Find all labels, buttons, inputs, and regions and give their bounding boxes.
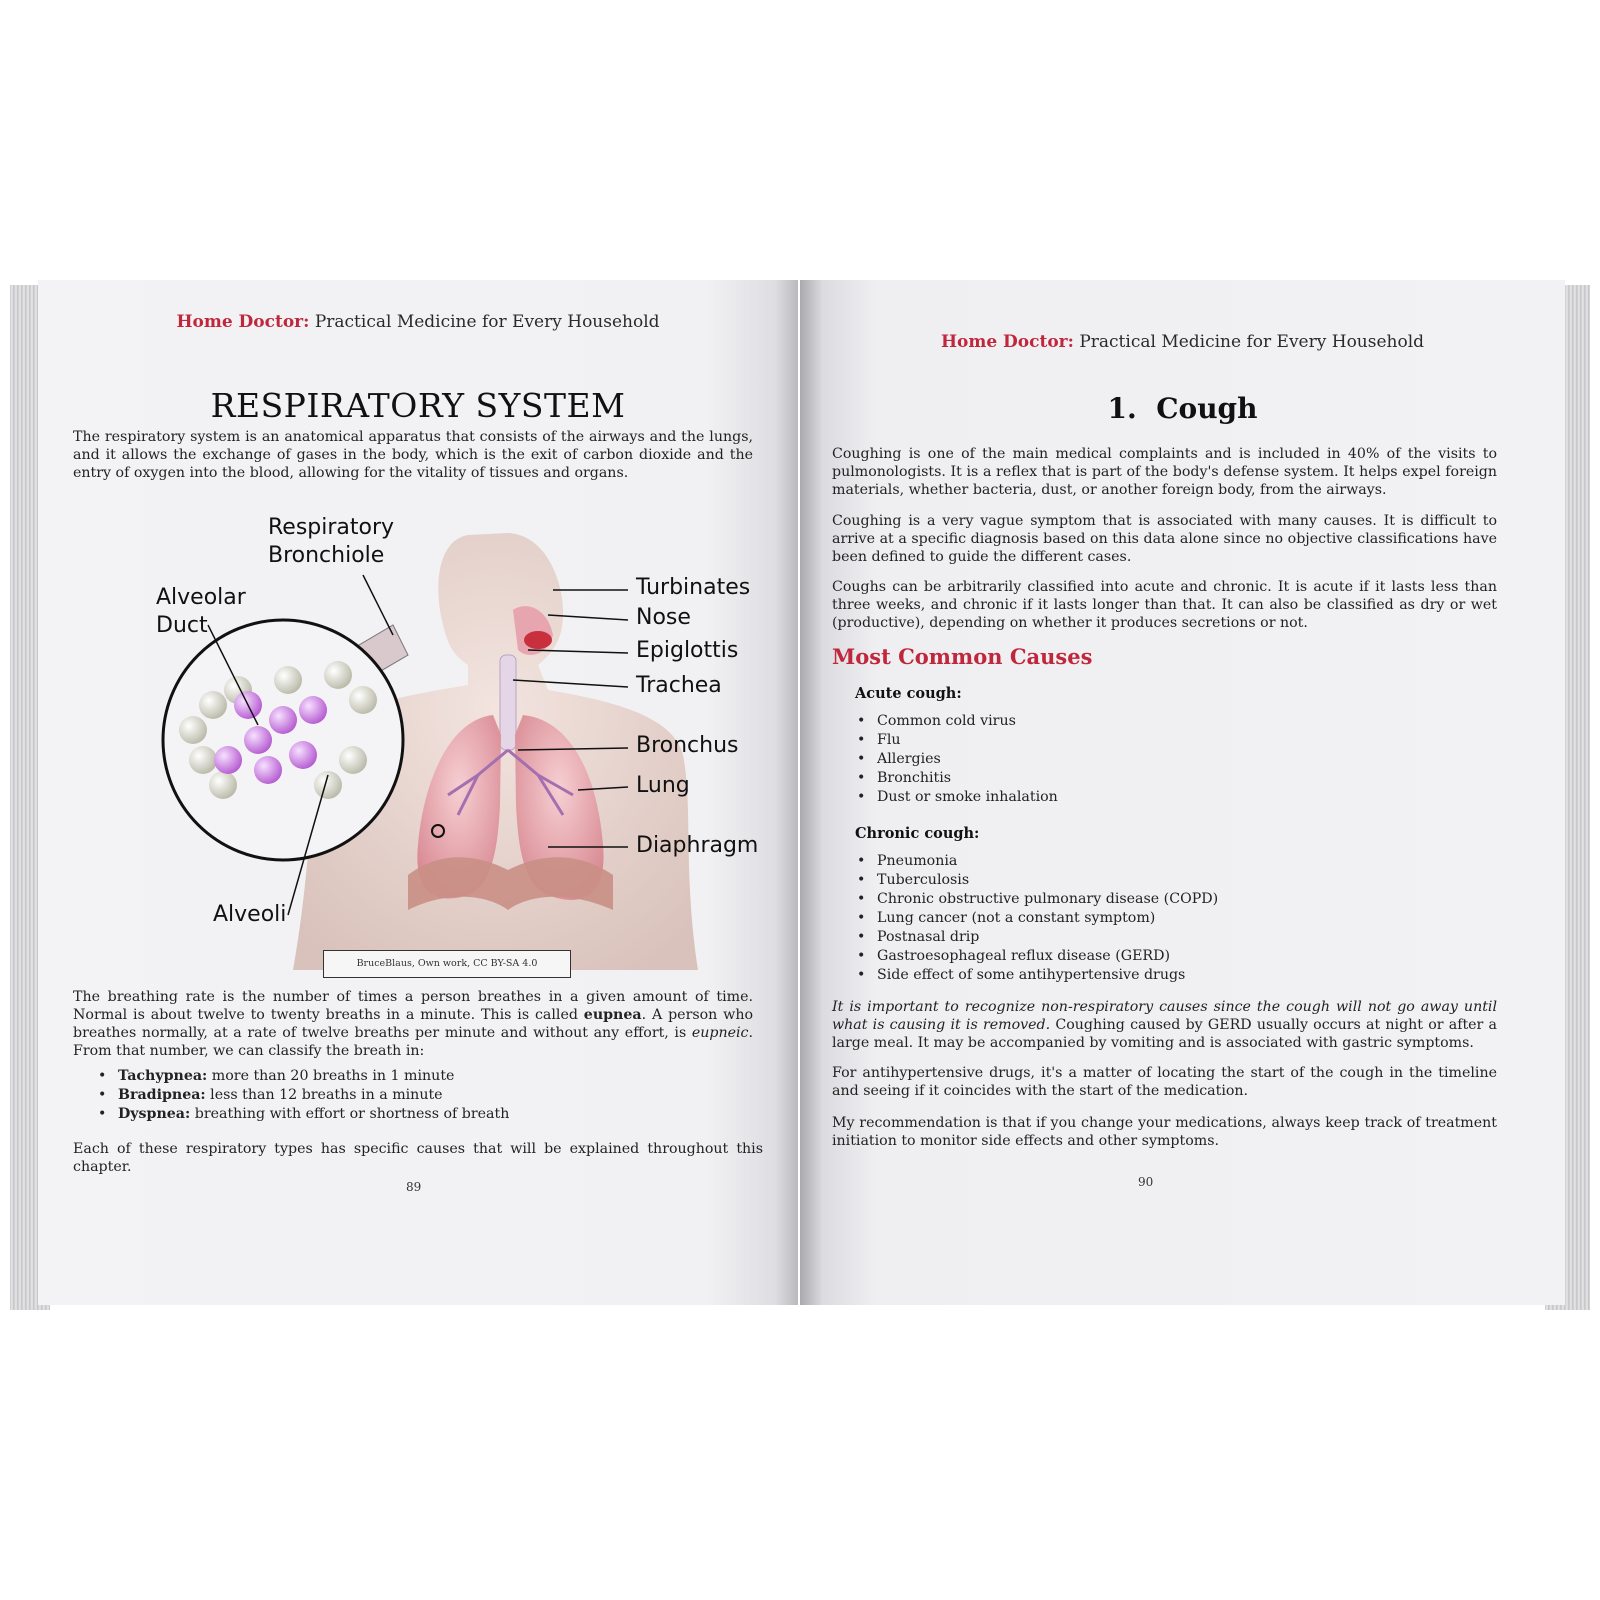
list-item: • Tuberculosis [855, 871, 1455, 890]
list-item: • Dyspnea: breathing with effort or shortness of breath [96, 1105, 736, 1124]
chapter-title: 1. Cough [1107, 392, 1258, 425]
list-item: • Chronic obstructive pulmonary disease (COPD) [855, 890, 1455, 909]
label-duct: Duct [156, 613, 208, 638]
list-item: • Bronchitis [855, 769, 1455, 788]
rate-text-2: . A person who breathes normally, at a rate of twelve breaths per minute and without any effort, is [73, 1007, 753, 1041]
chronic-cough-heading: Chronic cough: [855, 825, 980, 842]
intro-paragraph: The respiratory system is an anatomical apparatus that consists of the airways and the lungs, and it allows the exchange of gases in the body, which is the exit of carbon dioxide and the entry of oxygen into the blood, allowing for the vitality of tissues and organs. [73, 429, 753, 481]
italic-emphasis: It is important to recognize non-respiratory causes since the cough will not go away until what is causing it is removed. [832, 999, 1497, 1033]
rate-text-1: The breathing rate is the number of times a person breathes in a given amount of time. Normal is about twelve to twenty breaths in a minute. This is called [73, 989, 753, 1023]
label-bronchus: Bronchus [636, 733, 739, 758]
list-item: • Gastroesophageal reflux disease (GERD) [855, 947, 1455, 966]
trachea-shape [500, 655, 516, 750]
list-item: • Flu [855, 731, 1455, 750]
list-item: • Postnasal drip [855, 928, 1455, 947]
figure-credit: BruceBlaus, Own work, CC BY-SA 4.0 [323, 950, 571, 978]
page-number: 89 [406, 1180, 422, 1194]
mouth [524, 631, 552, 649]
term-eupnea: eupnea [583, 1007, 642, 1023]
label-trachea: Trachea [636, 673, 722, 698]
label-alveoli: Alveoli [213, 902, 287, 927]
antihypertensive-paragraph: For antihypertensive drugs, it's a matter of locating the start of the cough in the timeline and seeing if it coincides with the start of the medication. [832, 1065, 1497, 1099]
header-title: Practical Medicine for Every Household [1079, 332, 1425, 352]
label-respiratory-bronchiole-2: Bronchiole [268, 543, 385, 568]
running-header [800, 332, 1565, 352]
list-item: • Dust or smoke inhalation [855, 788, 1455, 807]
page-number: 90 [1138, 1175, 1154, 1189]
recommendation-paragraph: My recommendation is that if you change your medications, always keep track of treatment initiation to monitor side effects and other symptoms. [832, 1115, 1497, 1149]
cough-paragraph-2: Coughing is a very vague symptom that is associated with many causes. It is difficult to arrive at a specific diagnosis based on this data alone since no objective classifications have been defined to guide the different cases. [832, 513, 1497, 565]
running-header [38, 312, 798, 332]
label-turbinates: Turbinates [636, 575, 751, 600]
list-item: • Bradipnea: less than 12 breaths in a minute [96, 1086, 736, 1105]
non-respiratory-paragraph: It is important to recognize non-respiratory causes since the cough will not go away until what is causing it is removed. Coughing caused by GERD usually occurs at night or after a large meal. It may be accompanied by vomiting and is associated with gastric symptoms. [832, 999, 1497, 1051]
label-nose: Nose [636, 605, 691, 630]
left-page [38, 280, 798, 1305]
header-title: Practical Medicine for Every Household [314, 312, 660, 332]
header-brand: Home Doctor: [176, 312, 310, 332]
header-brand: Home Doctor: [940, 332, 1074, 352]
chronic-causes-list [855, 852, 1455, 985]
cough-paragraph-1: Coughing is one of the main medical complaints and is included in 40% of the visits to pulmonologists. It is a reflex that is part of the body's defense system. It helps expel foreign materials, whether bacteria, dust, or another foreign body, from the airways. [832, 446, 1497, 498]
label-epiglottis: Epiglottis [636, 638, 739, 663]
right-page [800, 280, 1565, 1305]
breathing-rate-paragraph [73, 988, 753, 1060]
list-item: • Lung cancer (not a constant symptom) [855, 909, 1455, 928]
label-diaphragm: Diaphragm [636, 833, 759, 858]
list-item: • Common cold virus [855, 712, 1455, 731]
list-item: • Allergies [855, 750, 1455, 769]
page-title: RESPIRATORY SYSTEM [210, 386, 626, 425]
list-item: • Side effect of some antihypertensive drugs [855, 966, 1455, 985]
list-item: • Pneumonia [855, 852, 1455, 871]
closing-paragraph: Each of these respiratory types has specific causes that will be explained throughout this chapter. [73, 1141, 763, 1175]
rate-text-3: . From that number, we can classify the breath in: [73, 1025, 753, 1059]
term-eupneic: eupneic [691, 1025, 749, 1041]
label-respiratory-bronchiole: Respiratory [268, 515, 395, 540]
breathing-types-list [96, 1067, 736, 1124]
label-alveolar: Alveolar [156, 585, 246, 610]
label-lung: Lung [636, 773, 690, 798]
list-item: • Tachypnea: more than 20 breaths in 1 minute [96, 1067, 736, 1086]
acute-causes-list [855, 712, 1455, 807]
acute-cough-heading: Acute cough: [855, 685, 962, 702]
section-title: Most Common Causes [832, 644, 1093, 669]
cough-paragraph-3: Coughs can be arbitrarily classified into acute and chronic. It is acute if it lasts less than three weeks, and chronic if it lasts longer than that. It can also be classified as dry or wet (productive), depending on whether it produces secretions or not. [832, 579, 1497, 631]
